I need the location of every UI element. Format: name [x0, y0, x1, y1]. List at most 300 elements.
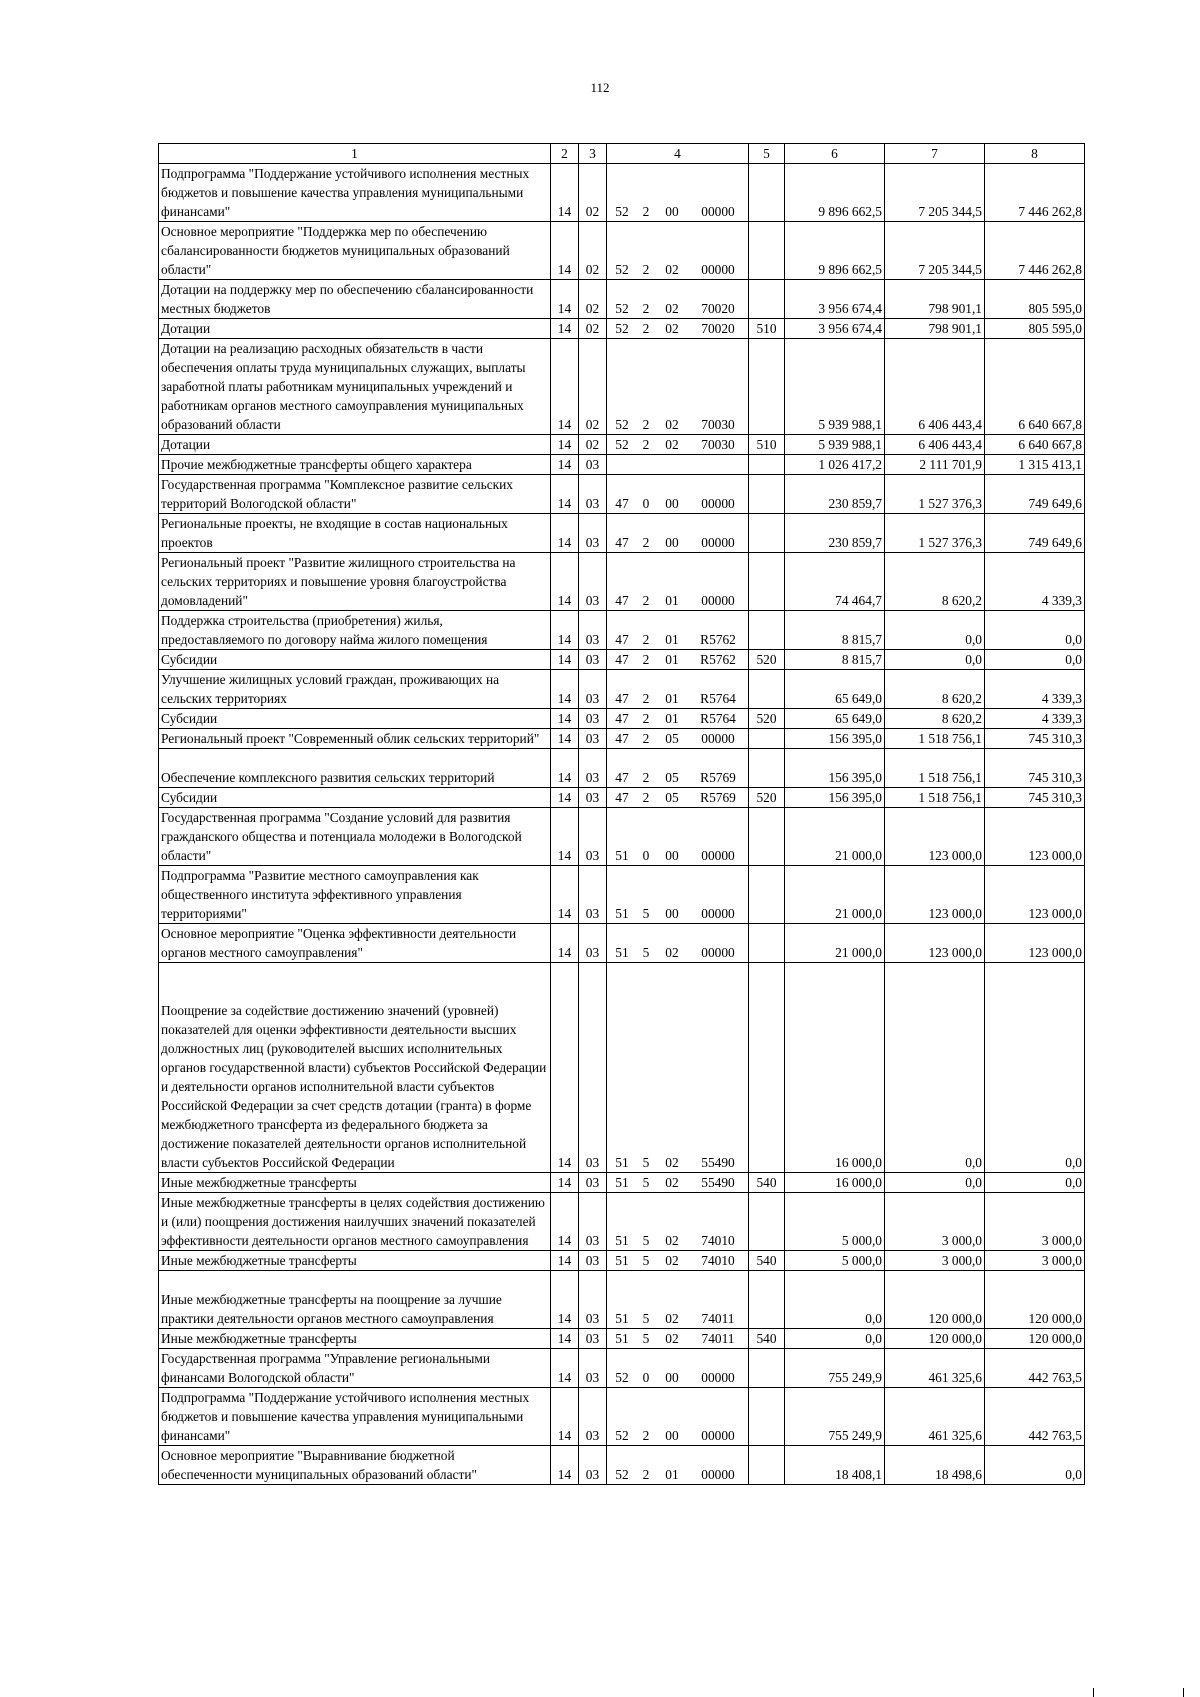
col-expense-type: 510: [749, 435, 785, 455]
col-amount-6: 21 000,0: [785, 866, 885, 924]
code-part: R5769: [700, 770, 736, 785]
col-section: 14: [551, 514, 579, 553]
code-part: 2: [642, 652, 650, 667]
col-expense-type: 540: [749, 1251, 785, 1271]
code-part: 00000: [701, 535, 735, 550]
col-section: 14: [551, 1349, 579, 1388]
col-section: 14: [551, 164, 579, 222]
code-part: 00000: [701, 204, 735, 219]
col-subsection: 02: [579, 280, 607, 319]
row-name: [159, 1388, 551, 1446]
header-cell: 8: [985, 144, 1085, 164]
col-amount-7: 0,0: [885, 963, 985, 1173]
row-name-text: Основное мероприятие "Оценка эффективности деятельности органов местного самоуправления": [161, 926, 517, 960]
code-part: R5762: [700, 652, 736, 667]
col-subsection: 03: [579, 808, 607, 866]
code-part: R5769: [700, 790, 736, 805]
col-section: 14: [551, 455, 579, 475]
code-part: 51: [615, 1331, 629, 1346]
row-name: [159, 435, 551, 455]
code-part: 00000: [701, 593, 735, 608]
code-part: 47: [615, 496, 629, 511]
code-part: 5: [642, 945, 650, 960]
code-part: 5: [642, 1311, 650, 1326]
code-part: 00000: [701, 945, 735, 960]
col-section: 14: [551, 319, 579, 339]
row-name: [159, 650, 551, 670]
row-name: [159, 553, 551, 611]
row-name: [159, 866, 551, 924]
table-row: [159, 1388, 1085, 1446]
col-amount-8: 6 640 667,8: [985, 339, 1085, 435]
scan-edge-mark: [1183, 1688, 1184, 1697]
code-part: 51: [615, 945, 629, 960]
col-amount-8: 123 000,0: [985, 866, 1085, 924]
col-amount-6: 755 249,9: [785, 1388, 885, 1446]
col-subsection: 02: [579, 339, 607, 435]
code-part: 55490: [701, 1175, 735, 1190]
col-target-code: [607, 164, 749, 222]
header-cell: 4: [607, 144, 749, 164]
col-section: 14: [551, 1388, 579, 1446]
col-expense-type: [749, 924, 785, 963]
col-section: 14: [551, 1271, 579, 1329]
col-section: 14: [551, 280, 579, 319]
code-part: 47: [615, 691, 629, 706]
col-amount-7: 120 000,0: [885, 1329, 985, 1349]
col-section: 14: [551, 1329, 579, 1349]
col-expense-type: 520: [749, 650, 785, 670]
table-row: [159, 435, 1085, 455]
col-amount-8: 120 000,0: [985, 1329, 1085, 1349]
code-part: 70020: [701, 321, 735, 336]
code-part: 00: [665, 1428, 679, 1443]
code-part: 47: [615, 790, 629, 805]
row-name: [159, 455, 551, 475]
code-part: R5764: [700, 691, 736, 706]
row-name-text: Улучшение жилищных условий граждан, проживающих на сельских территориях: [161, 672, 500, 706]
row-name-text: Иные межбюджетные трансферты в целях содействия достижению и (или) поощрения достижения наилучших значений показателей эффективности деятельности органов местного самоуправления: [161, 1195, 545, 1248]
code-part: 01: [665, 593, 679, 608]
col-section: 14: [551, 1251, 579, 1271]
col-subsection: 03: [579, 749, 607, 788]
code-part: 47: [615, 632, 629, 647]
code-part: 2: [642, 262, 650, 277]
code-part: R5762: [700, 632, 736, 647]
col-amount-6: 8 815,7: [785, 611, 885, 650]
col-target-code: [607, 709, 749, 729]
col-expense-type: 540: [749, 1329, 785, 1349]
row-name: [159, 514, 551, 553]
code-part: 47: [615, 652, 629, 667]
row-name-text: Основное мероприятие "Поддержка мер по обеспечению сбалансированности бюджетов муниципальных образований области": [161, 224, 510, 277]
col-amount-6: 18 408,1: [785, 1446, 885, 1485]
row-name-text: Поддержка строительства (приобретения) жилья, предоставляемого по договору найма жилого помещения: [161, 613, 488, 647]
table-row: [159, 1251, 1085, 1271]
code-part: 2: [642, 204, 650, 219]
col-expense-type: [749, 1193, 785, 1251]
code-part: 2: [642, 321, 650, 336]
code-part: 00000: [701, 731, 735, 746]
code-part: 00000: [701, 496, 735, 511]
code-part: 00: [665, 848, 679, 863]
col-amount-7: 461 325,6: [885, 1388, 985, 1446]
header-cell: 5: [749, 144, 785, 164]
col-target-code: [607, 222, 749, 280]
col-amount-8: 0,0: [985, 1173, 1085, 1193]
col-section: 14: [551, 729, 579, 749]
header-cell: 3: [579, 144, 607, 164]
col-subsection: 03: [579, 455, 607, 475]
col-target-code: [607, 788, 749, 808]
col-amount-8: 7 446 262,8: [985, 222, 1085, 280]
row-name-text: Государственная программа "Создание условий для развития гражданского общества и потенциала молодежи в Вологодской области": [161, 810, 522, 863]
col-target-code: [607, 475, 749, 514]
code-part: 00: [665, 496, 679, 511]
row-name: [159, 788, 551, 808]
col-section: 14: [551, 222, 579, 280]
code-part: 5: [642, 1175, 650, 1190]
code-part: 2: [642, 770, 650, 785]
col-section: 14: [551, 339, 579, 435]
col-section: 14: [551, 1173, 579, 1193]
code-part: 47: [615, 770, 629, 785]
col-target-code: [607, 1446, 749, 1485]
col-subsection: 03: [579, 514, 607, 553]
code-part: 52: [615, 437, 629, 452]
row-name: [159, 1193, 551, 1251]
row-name-text: Дотации: [161, 437, 211, 452]
code-part: 51: [615, 1311, 629, 1326]
table-row: [159, 1193, 1085, 1251]
col-section: 14: [551, 1193, 579, 1251]
col-section: 14: [551, 924, 579, 963]
col-amount-8: 749 649,6: [985, 475, 1085, 514]
col-amount-6: 755 249,9: [785, 1349, 885, 1388]
code-part: 02: [665, 417, 679, 432]
header-cell: 6: [785, 144, 885, 164]
code-part: 52: [615, 417, 629, 432]
col-amount-7: 120 000,0: [885, 1271, 985, 1329]
col-amount-6: 5 000,0: [785, 1193, 885, 1251]
col-amount-7: 2 111 701,9: [885, 455, 985, 475]
col-amount-8: 0,0: [985, 611, 1085, 650]
code-part: 01: [665, 691, 679, 706]
col-subsection: 03: [579, 729, 607, 749]
col-expense-type: [749, 553, 785, 611]
code-part: 5: [642, 1155, 650, 1170]
col-amount-7: 3 000,0: [885, 1251, 985, 1271]
col-section: 14: [551, 670, 579, 709]
page-number: 112: [590, 80, 610, 95]
table-row: [159, 319, 1085, 339]
code-part: 00: [665, 204, 679, 219]
code-part: 51: [615, 1175, 629, 1190]
col-amount-8: 442 763,5: [985, 1349, 1085, 1388]
col-subsection: 03: [579, 475, 607, 514]
col-amount-6: 0,0: [785, 1329, 885, 1349]
row-name-text: Региональный проект "Современный облик сельских территорий": [161, 731, 540, 746]
code-part: 00000: [701, 1467, 735, 1482]
table-row: [159, 670, 1085, 709]
row-name-text: Дотации: [161, 321, 211, 336]
col-target-code: [607, 611, 749, 650]
col-target-code: [607, 963, 749, 1173]
col-subsection: 03: [579, 963, 607, 1173]
col-target-code: [607, 514, 749, 553]
col-subsection: 03: [579, 1329, 607, 1349]
code-part: 00000: [701, 262, 735, 277]
budget-table: [158, 143, 1085, 1485]
col-subsection: 03: [579, 709, 607, 729]
code-part: 01: [665, 652, 679, 667]
col-expense-type: [749, 866, 785, 924]
col-expense-type: 540: [749, 1173, 785, 1193]
table-row: [159, 729, 1085, 749]
code-part: 00: [665, 906, 679, 921]
col-amount-8: 3 000,0: [985, 1251, 1085, 1271]
code-part: 00000: [701, 848, 735, 863]
table-row: [159, 611, 1085, 650]
code-part: 52: [615, 1370, 629, 1385]
col-subsection: 02: [579, 319, 607, 339]
code-part: 52: [615, 204, 629, 219]
code-part: 2: [642, 691, 650, 706]
table-row: [159, 808, 1085, 866]
row-name: [159, 1251, 551, 1271]
row-name-text: Иные межбюджетные трансферты: [161, 1253, 357, 1268]
col-target-code: [607, 280, 749, 319]
col-amount-8: 745 310,3: [985, 729, 1085, 749]
col-expense-type: [749, 611, 785, 650]
row-name: [159, 319, 551, 339]
col-amount-7: 8 620,2: [885, 709, 985, 729]
code-part: 05: [665, 790, 679, 805]
col-target-code: [607, 1193, 749, 1251]
code-part: 2: [642, 1428, 650, 1443]
col-amount-6: 9 896 662,5: [785, 164, 885, 222]
col-amount-6: 156 395,0: [785, 749, 885, 788]
col-section: 14: [551, 709, 579, 729]
row-name-text: Иные межбюджетные трансферты на поощрение за лучшие практики деятельности органов местного самоуправления: [161, 1292, 502, 1326]
col-section: 14: [551, 611, 579, 650]
col-amount-6: 65 649,0: [785, 670, 885, 709]
col-amount-8: 4 339,3: [985, 709, 1085, 729]
table-row: [159, 475, 1085, 514]
row-name: [159, 475, 551, 514]
col-amount-6: 156 395,0: [785, 729, 885, 749]
table-row: [159, 1329, 1085, 1349]
col-target-code: [607, 749, 749, 788]
col-amount-7: 123 000,0: [885, 924, 985, 963]
col-amount-7: 1 518 756,1: [885, 749, 985, 788]
table-row: [159, 514, 1085, 553]
code-part: 2: [642, 301, 650, 316]
col-target-code: [607, 319, 749, 339]
col-amount-6: 16 000,0: [785, 963, 885, 1173]
col-section: 14: [551, 808, 579, 866]
col-amount-7: 7 205 344,5: [885, 164, 985, 222]
row-name: [159, 1173, 551, 1193]
row-name-text: Субсидии: [161, 711, 218, 726]
col-amount-7: 1 518 756,1: [885, 788, 985, 808]
col-amount-6: 3 956 674,4: [785, 319, 885, 339]
col-target-code: [607, 1251, 749, 1271]
table-row: [159, 455, 1085, 475]
col-subsection: 03: [579, 650, 607, 670]
code-part: 5: [642, 1233, 650, 1248]
table-row: [159, 164, 1085, 222]
col-subsection: 03: [579, 1173, 607, 1193]
col-section: 14: [551, 963, 579, 1173]
code-part: 70030: [701, 437, 735, 452]
col-amount-8: 4 339,3: [985, 670, 1085, 709]
col-expense-type: 520: [749, 788, 785, 808]
col-subsection: 03: [579, 1193, 607, 1251]
col-amount-8: 805 595,0: [985, 280, 1085, 319]
row-name: [159, 1329, 551, 1349]
row-name: [159, 924, 551, 963]
col-section: 14: [551, 788, 579, 808]
col-target-code: [607, 339, 749, 435]
code-part: R5764: [700, 711, 736, 726]
col-subsection: 03: [579, 1446, 607, 1485]
col-subsection: 02: [579, 222, 607, 280]
row-name-text: Субсидии: [161, 652, 218, 667]
code-part: 2: [642, 593, 650, 608]
col-amount-6: 230 859,7: [785, 514, 885, 553]
col-amount-7: 1 518 756,1: [885, 729, 985, 749]
col-amount-6: 74 464,7: [785, 553, 885, 611]
col-target-code: [607, 1349, 749, 1388]
col-expense-type: [749, 455, 785, 475]
code-part: 74011: [701, 1311, 735, 1326]
col-amount-8: 0,0: [985, 963, 1085, 1173]
col-amount-8: 442 763,5: [985, 1388, 1085, 1446]
code-part: 02: [665, 1233, 679, 1248]
code-part: 02: [665, 945, 679, 960]
col-section: 14: [551, 475, 579, 514]
col-amount-6: 1 026 417,2: [785, 455, 885, 475]
col-amount-7: 1 527 376,3: [885, 514, 985, 553]
col-expense-type: [749, 808, 785, 866]
col-amount-8: 123 000,0: [985, 924, 1085, 963]
col-expense-type: [749, 280, 785, 319]
col-expense-type: [749, 222, 785, 280]
code-part: 2: [642, 711, 650, 726]
code-part: 55490: [701, 1155, 735, 1170]
col-amount-7: 0,0: [885, 1173, 985, 1193]
code-part: 00000: [701, 1370, 735, 1385]
row-name-text: Подпрограмма "Поддержание устойчивого исполнения местных бюджетов и повышение качества управления муниципальными финансами": [161, 1390, 530, 1443]
col-target-code: [607, 435, 749, 455]
row-name-text: Государственная программа "Управление региональными финансами Вологодской области": [161, 1351, 491, 1385]
col-amount-7: 7 205 344,5: [885, 222, 985, 280]
code-part: 70020: [701, 301, 735, 316]
code-part: 05: [665, 731, 679, 746]
code-part: 70030: [701, 417, 735, 432]
code-part: 47: [615, 593, 629, 608]
col-expense-type: [749, 729, 785, 749]
code-part: 01: [665, 1467, 679, 1482]
col-target-code: [607, 924, 749, 963]
col-amount-7: 0,0: [885, 611, 985, 650]
row-name: [159, 1271, 551, 1329]
row-name-text: Обеспечение комплексного развития сельских территорий: [161, 770, 495, 785]
col-target-code: [607, 1388, 749, 1446]
col-subsection: 03: [579, 1349, 607, 1388]
code-part: 0: [642, 848, 650, 863]
table-row: [159, 650, 1085, 670]
row-name-text: Подпрограмма "Развитие местного самоуправления как общественного института эффективного управления территориями": [161, 868, 479, 921]
code-part: 02: [665, 1253, 679, 1268]
table-row: [159, 339, 1085, 435]
col-amount-8: 0,0: [985, 650, 1085, 670]
row-name: [159, 164, 551, 222]
code-part: 51: [615, 906, 629, 921]
col-subsection: 03: [579, 1251, 607, 1271]
col-amount-7: 123 000,0: [885, 808, 985, 866]
code-part: 05: [665, 770, 679, 785]
row-name-text: Региональные проекты, не входящие в состав национальных проектов: [161, 516, 508, 550]
table-row: [159, 280, 1085, 319]
col-subsection: 02: [579, 164, 607, 222]
row-name-text: Региональный проект "Развитие жилищного строительства на сельских территориях и повышение уровня благоустройства домовладений": [161, 555, 516, 608]
col-amount-8: 120 000,0: [985, 1271, 1085, 1329]
col-amount-8: 3 000,0: [985, 1193, 1085, 1251]
table-row: [159, 709, 1085, 729]
code-part: 52: [615, 1428, 629, 1443]
col-amount-6: 8 815,7: [785, 650, 885, 670]
col-expense-type: [749, 164, 785, 222]
row-name: [159, 749, 551, 788]
col-amount-7: 6 406 443,4: [885, 435, 985, 455]
table-row: [159, 749, 1085, 788]
code-part: 51: [615, 1233, 629, 1248]
col-target-code: [607, 1271, 749, 1329]
col-amount-7: 461 325,6: [885, 1349, 985, 1388]
col-amount-6: 156 395,0: [785, 788, 885, 808]
header-cell: 1: [159, 144, 551, 164]
col-amount-8: 0,0: [985, 1446, 1085, 1485]
table-row: [159, 866, 1085, 924]
col-section: 14: [551, 650, 579, 670]
col-amount-6: 21 000,0: [785, 924, 885, 963]
row-name-text: Иные межбюджетные трансферты: [161, 1175, 357, 1190]
col-target-code: [607, 1173, 749, 1193]
table-row: [159, 1271, 1085, 1329]
col-amount-6: 3 956 674,4: [785, 280, 885, 319]
code-part: 2: [642, 437, 650, 452]
row-name: [159, 670, 551, 709]
code-part: 2: [642, 1467, 650, 1482]
code-part: 02: [665, 321, 679, 336]
code-part: 5: [642, 1331, 650, 1346]
col-subsection: 03: [579, 611, 607, 650]
col-amount-8: 6 640 667,8: [985, 435, 1085, 455]
col-amount-8: 805 595,0: [985, 319, 1085, 339]
col-target-code: [607, 553, 749, 611]
code-part: 52: [615, 321, 629, 336]
row-name-text: Подпрограмма "Поддержание устойчивого исполнения местных бюджетов и повышение качества управления муниципальными финансами": [161, 166, 530, 219]
table-row: [159, 924, 1085, 963]
code-part: 47: [615, 711, 629, 726]
code-part: 00: [665, 1370, 679, 1385]
code-part: 51: [615, 1253, 629, 1268]
row-name: [159, 729, 551, 749]
col-section: 14: [551, 1446, 579, 1485]
code-part: 01: [665, 711, 679, 726]
